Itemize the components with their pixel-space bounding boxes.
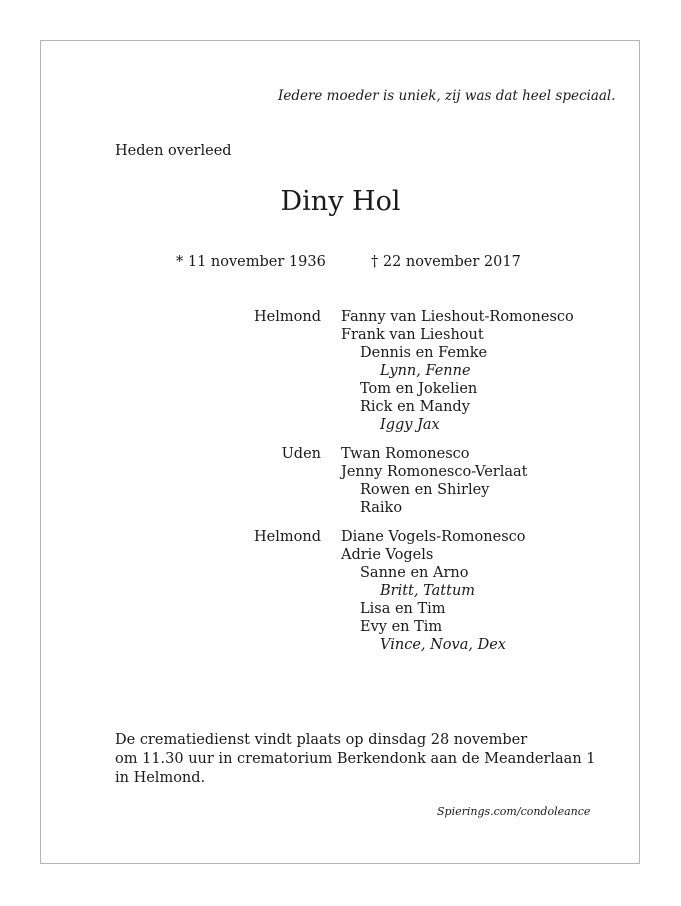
family-place: Uden	[281, 446, 321, 462]
grandchild-couple: Raiko	[360, 500, 403, 516]
grandchild-couple: Tom en Jokelien	[360, 381, 478, 397]
family-member: Frank van Lieshout	[341, 327, 484, 343]
family-member: Twan Romonesco	[341, 446, 470, 462]
service-details	[115, 731, 596, 788]
family-group	[0, 308, 681, 434]
service-line: om 11.30 uur in crematorium Berkendonk aan de Meanderlaan 1	[115, 751, 596, 767]
family-member: Jenny Romonesco-Verlaat	[341, 464, 528, 480]
grandchild-couple: Evy en Tim	[360, 619, 443, 635]
grandchildren-names: Iggy Jax	[380, 417, 440, 433]
motto-text: Iedere moeder is uniek, zij was dat heel speciaal.	[278, 88, 616, 104]
grandchild-couple: Sanne en Arno	[360, 565, 469, 581]
grandchild-couple: Dennis en Femke	[360, 345, 488, 361]
service-line: De crematiedienst vindt plaats op dinsdag 28 november	[115, 732, 528, 748]
family-place: Helmond	[254, 529, 321, 545]
family-list	[0, 308, 681, 665]
family-member: Diane Vogels-Romonesco	[341, 529, 526, 545]
birth-date: * 11 november 1936	[176, 254, 326, 270]
intro-text: Heden overleed	[115, 143, 232, 159]
deceased-name: Diny Hol	[280, 186, 401, 217]
grandchild-couple: Rowen en Shirley	[360, 482, 490, 498]
family-group	[0, 528, 681, 654]
condolence-link[interactable]: Spierings.com/condoleance	[437, 805, 591, 818]
family-member: Fanny van Lieshout-Romonesco	[341, 309, 574, 325]
family-member: Adrie Vogels	[341, 547, 434, 563]
family-group	[0, 445, 681, 517]
grandchildren-names: Lynn, Fenne	[380, 363, 471, 379]
grandchildren-names: Vince, Nova, Dex	[380, 637, 506, 653]
grandchild-couple: Rick en Mandy	[360, 399, 470, 415]
family-place: Helmond	[254, 309, 321, 325]
death-date: † 22 november 2017	[371, 254, 521, 270]
service-line: in Helmond.	[115, 770, 206, 786]
grandchild-couple: Lisa en Tim	[360, 601, 446, 617]
grandchildren-names: Britt, Tattum	[380, 583, 476, 599]
